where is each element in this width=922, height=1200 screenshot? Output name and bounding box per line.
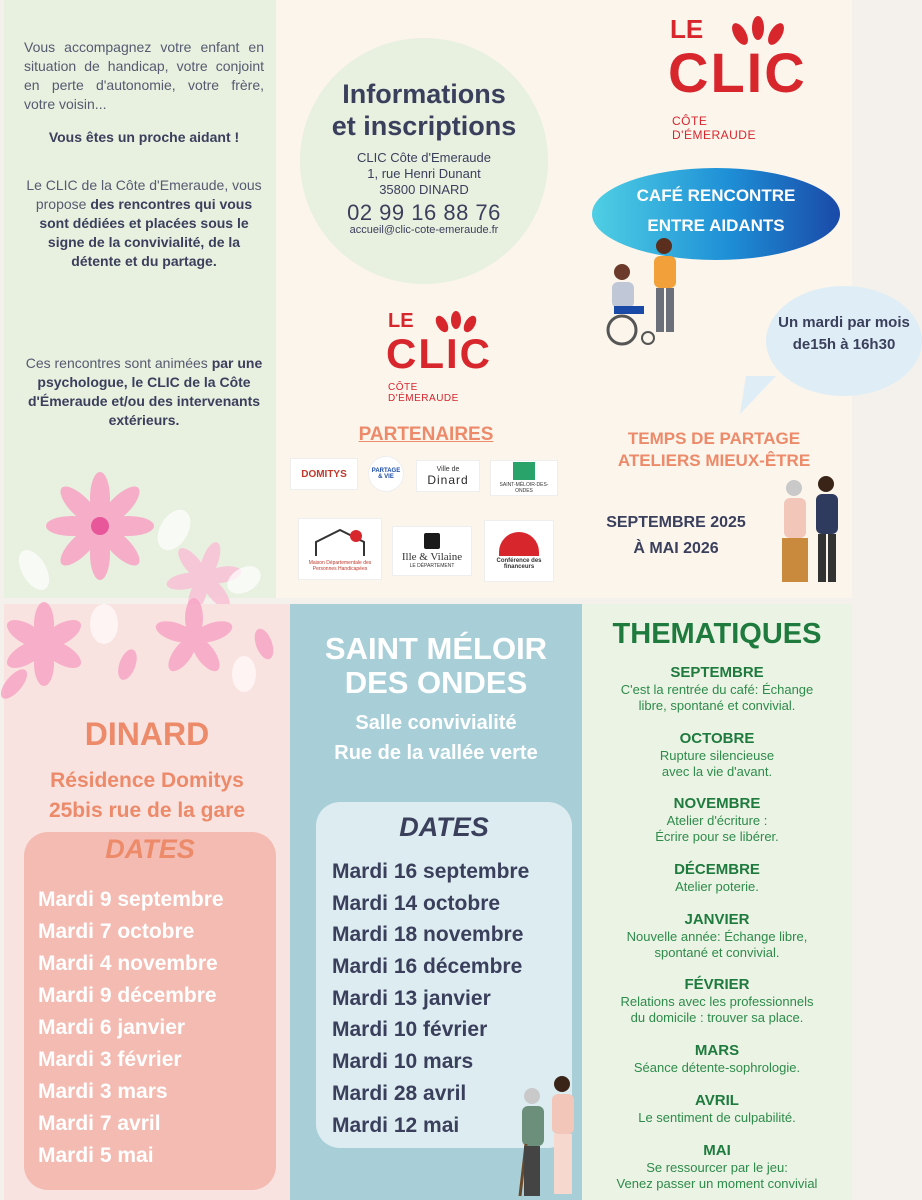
info-email[interactable]: accueil@clic-cote-emeraude.fr bbox=[349, 224, 499, 236]
smo-date: Mardi 18 novembre bbox=[332, 923, 524, 946]
dinard-date: Mardi 3 mars bbox=[38, 1080, 168, 1103]
partner-logo-dinard bbox=[416, 460, 480, 492]
theme-desc: spontané et convivial. bbox=[654, 945, 780, 960]
smo-date: Mardi 12 mai bbox=[332, 1114, 460, 1137]
info-phone[interactable]: 02 99 16 88 76 bbox=[347, 200, 501, 225]
partner-ille-vilaine-sub: LE DÉPARTEMENT bbox=[409, 563, 455, 569]
intro-p3-bold: des rencontres qui vous sont dédiées et placées sous le signe de la convivialité, de la détente et du partage. bbox=[39, 196, 253, 269]
schedule-line-1: Un mardi par mois bbox=[778, 314, 910, 331]
partner-dinard-name: Dinard bbox=[427, 472, 469, 487]
cafe-line-2: ENTRE AIDANTS bbox=[647, 216, 785, 235]
schedule-bubble bbox=[766, 286, 922, 396]
smo-date: Mardi 16 décembre bbox=[332, 955, 523, 978]
intro-p4-bold: par une psychologue, le CLIC de la Côte d'Émeraude et/ou des intervenants extérieurs. bbox=[27, 355, 263, 428]
flower-decoration-bottom bbox=[4, 604, 290, 714]
info-street: 1, rue Henri Dunant bbox=[367, 166, 481, 181]
house-icon bbox=[310, 526, 370, 560]
partner-saint-meloir-name: SAINT-MÉLOIR-DES-ONDES bbox=[499, 482, 549, 494]
temps-line-1: TEMPS DE PARTAGE bbox=[627, 429, 801, 448]
partner-logo-saint-meloir bbox=[490, 460, 558, 496]
clic-logo-small bbox=[376, 306, 492, 404]
smo-date: Mardi 14 octobre bbox=[332, 892, 501, 915]
theme-desc: Écrire pour se libérer. bbox=[655, 829, 779, 844]
dinard-date: Mardi 7 octobre bbox=[38, 920, 195, 943]
partner-logo-ille-vilaine bbox=[392, 526, 472, 576]
cafe-line-1: CAFÉ RENCONTRE bbox=[636, 186, 796, 205]
theme-desc: Venez passer un moment convivial bbox=[616, 1176, 818, 1191]
leaf-icon-large bbox=[728, 14, 788, 46]
theme-desc: Rupture silencieuse bbox=[659, 748, 775, 763]
flower-decoration bbox=[4, 470, 276, 598]
intro-panel bbox=[4, 0, 276, 598]
intro-caregiver-line: Vous êtes un proche aidant ! bbox=[48, 129, 240, 145]
theme-month: SEPTEMBRE bbox=[670, 664, 764, 681]
themes-panel bbox=[582, 604, 852, 1200]
dinard-venue-2: 25bis rue de la gare bbox=[48, 799, 246, 822]
dinard-date: Mardi 6 janvier bbox=[38, 1016, 186, 1039]
brochure-front bbox=[4, 0, 910, 598]
partner-dinard-sub: Ville de bbox=[436, 465, 460, 473]
period-line-1: SEPTEMBRE 2025 bbox=[606, 514, 746, 531]
logo-clic-text: CLIC bbox=[386, 330, 492, 377]
partner-mdph-name: Maison Départementale des Personnes Handicapées bbox=[308, 560, 372, 572]
dinard-dates-box bbox=[24, 832, 276, 1190]
bubble-tail bbox=[736, 376, 786, 416]
theme-desc: Atelier poterie. bbox=[675, 879, 759, 894]
partner-ille-vilaine-name: Ille & Vilaine bbox=[401, 551, 463, 563]
dinard-date: Mardi 7 avril bbox=[38, 1112, 161, 1135]
period-line-2: À MAI 2026 bbox=[633, 540, 719, 557]
theme-desc: Relations avec les professionnels bbox=[620, 994, 814, 1009]
partner-domitys-name: DOMITYS bbox=[301, 468, 347, 480]
elderly-walking-illustration bbox=[516, 1074, 582, 1200]
saint-meloir-icon bbox=[513, 462, 535, 480]
smo-venue-2: Rue de la vallée verte bbox=[334, 742, 538, 764]
ille-vilaine-icon bbox=[424, 533, 440, 549]
dinard-city: DINARD bbox=[84, 716, 210, 752]
partner-logo-mdph bbox=[298, 518, 382, 580]
smo-date: Mardi 28 avril bbox=[332, 1082, 467, 1105]
cafe-panel bbox=[576, 0, 910, 598]
partner-conference-name: Conférence des financeurs bbox=[496, 558, 542, 570]
theme-month: FÉVRIER bbox=[684, 976, 750, 993]
brochure-back bbox=[4, 604, 852, 1200]
smo-date: Mardi 13 janvier bbox=[332, 987, 491, 1010]
info-title bbox=[300, 78, 548, 142]
info-panel bbox=[276, 0, 576, 598]
theme-month: NOVEMBRE bbox=[673, 795, 761, 812]
saint-meloir-panel bbox=[290, 604, 582, 1200]
smo-date: Mardi 10 mars bbox=[332, 1050, 474, 1073]
leaf-icon bbox=[432, 310, 478, 334]
smo-city-2: DES ONDES bbox=[344, 665, 528, 700]
partner-logo-partage-vie bbox=[368, 456, 404, 492]
smo-date: Mardi 16 septembre bbox=[332, 860, 530, 883]
info-org: CLIC Côte d'Emeraude bbox=[357, 150, 491, 165]
themes-title: THEMATIQUES bbox=[612, 618, 822, 650]
caregivers-illustration bbox=[588, 232, 692, 352]
partner-partage-name: PARTAGE & VIE bbox=[371, 468, 401, 480]
intro-paragraph-3 bbox=[24, 176, 264, 271]
theme-month: MARS bbox=[694, 1042, 740, 1059]
theme-desc: du domicile : trouver sa place. bbox=[630, 1010, 804, 1025]
info-city: 35800 DINARD bbox=[379, 182, 469, 197]
smo-city-1: SAINT MÉLOIR bbox=[324, 631, 548, 666]
theme-desc: Atelier d'écriture : bbox=[666, 813, 768, 828]
logo-le-text: LE bbox=[388, 310, 414, 332]
logo-le-large: LE bbox=[670, 14, 704, 44]
dinard-date: Mardi 4 novembre bbox=[38, 952, 218, 975]
dinard-date: Mardi 9 décembre bbox=[38, 984, 217, 1007]
logo-clic-large: CLIC bbox=[668, 41, 807, 104]
theme-desc: libre, spontané et convivial. bbox=[638, 698, 796, 713]
dinard-dates-title: DATES bbox=[105, 834, 195, 864]
theme-desc: Se ressourcer par le jeu: bbox=[646, 1160, 788, 1175]
smo-date: Mardi 10 février bbox=[332, 1018, 488, 1041]
logo-sub-large: CÔTE D'ÉMERAUDE bbox=[672, 114, 756, 142]
info-title-line-2: et inscriptions bbox=[331, 111, 517, 141]
intro-paragraph-4 bbox=[24, 354, 264, 430]
theme-month: MAI bbox=[703, 1142, 731, 1159]
theme-desc: Le sentiment de culpabilité. bbox=[638, 1110, 796, 1125]
theme-desc: C'est la rentrée du café: Échange bbox=[620, 682, 814, 697]
smo-dates-title: DATES bbox=[399, 812, 489, 842]
temps-line-2: ATELIERS MIEUX-ÊTRE bbox=[617, 451, 811, 470]
dinard-panel bbox=[4, 604, 290, 1200]
smo-venue-1: Salle convivialité bbox=[355, 712, 517, 734]
partner-logo-conference-financeurs bbox=[484, 520, 554, 582]
theme-month: JANVIER bbox=[684, 911, 750, 928]
theme-desc: Séance détente-sophrologie. bbox=[633, 1060, 801, 1075]
elderly-couple-illustration bbox=[776, 474, 848, 590]
clic-logo-large bbox=[664, 10, 807, 142]
info-circle bbox=[300, 38, 548, 284]
schedule-line-2: de15h à 16h30 bbox=[792, 336, 896, 353]
partner-logo-domitys bbox=[290, 458, 358, 490]
conference-icon bbox=[499, 532, 539, 556]
info-title-line-1: Informations bbox=[342, 79, 506, 109]
dinard-date: Mardi 3 février bbox=[38, 1048, 182, 1071]
theme-month: DÉCEMBRE bbox=[674, 861, 760, 878]
theme-desc: Nouvelle année: Échange libre, bbox=[626, 929, 808, 944]
partners-title: PARTENAIRES bbox=[358, 424, 494, 445]
intro-p3-plain: Le CLIC de la Côte d'Emeraude, vous propose bbox=[26, 177, 262, 212]
dinard-date: Mardi 5 mai bbox=[38, 1144, 154, 1167]
logo-sub-text: CÔTE D'ÉMERAUDE bbox=[388, 382, 459, 404]
intro-paragraph-1: Vous accompagnez votre enfant en situation de handicap, votre conjoint en perte d'autonomie, votre frère, votre voisin... bbox=[24, 39, 264, 112]
theme-desc: avec la vie d'avant. bbox=[661, 764, 773, 779]
theme-month: OCTOBRE bbox=[679, 730, 755, 747]
theme-month: AVRIL bbox=[695, 1092, 739, 1109]
intro-p4-plain: Ces rencontres sont animées bbox=[25, 355, 208, 371]
dinard-venue-1: Résidence Domitys bbox=[50, 769, 244, 792]
dinard-date: Mardi 9 septembre bbox=[38, 888, 224, 911]
